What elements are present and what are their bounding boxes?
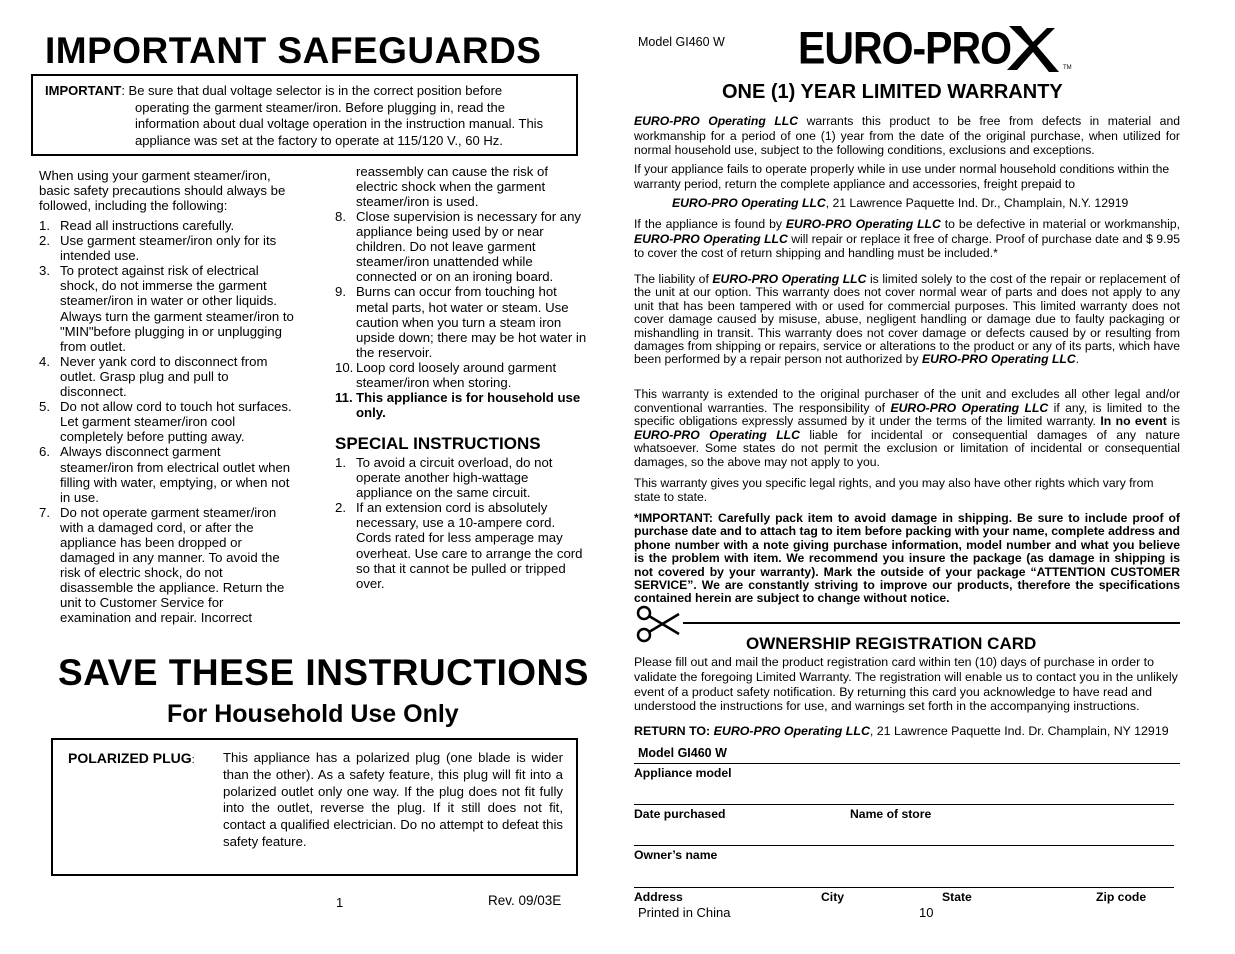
list-item: 7. Do not operate garment steamer/iron with a damaged cord, or after the appliance has been dropped or damaged in any manner. To avoid the risk of electric shock, do not disassemble the appliance. Return the unit to Customer Service for examination and repair. Incorrect — [39, 504, 285, 626]
warranty-p2: If your appliance fails to operate properly while in use under normal household conditions within the warranty period, return the complete appliance and accessories, freight prepaid to — [634, 162, 1170, 191]
page-number-right: 10 — [919, 905, 934, 920]
city-label: City — [821, 890, 845, 904]
warranty-p4: The liability of EURO-PRO Operating LLC is limited solely to the cost of the repair or replacement of the unit at our option. This warranty does not cover normal wear of parts and does not apply to any unit that has been tampered with or used for commercial purposes. This limited warranty does not cover damage caused by misuse, abuse, negligent handling or damage due to faulty packaging or mishandling in transit. This warranty does not cover damage or defects caused by or resulting from damages from shipping or repairs, service or alterations to the product or any of its parts, which have been performed by a repair person not authorized by EURO-PRO Operating LLC. — [634, 272, 1180, 367]
zip-code-label: Zip code — [1096, 890, 1147, 904]
important-box — [31, 74, 578, 156]
page-title: IMPORTANT SAFEGUARDS — [45, 30, 542, 71]
safeguard-list-col1 — [39, 218, 295, 626]
model-top: Model GI460 W — [638, 35, 725, 49]
appliance-model-label: Appliance model — [634, 766, 732, 780]
scissors-icon — [635, 604, 687, 644]
state-label: State — [942, 890, 972, 904]
list-item: 8. Close supervision is necessary for any appliance being used by or near children. Do not leave garment steamer/iron unattended while connected or on an ironing board. — [335, 209, 582, 285]
list-item: 1. Read all instructions carefully. — [39, 218, 235, 233]
registration-title: OWNERSHIP REGISTRATION CARD — [746, 634, 1037, 653]
owner-name-label: Owner’s name — [634, 848, 718, 862]
list-item: 4. Never yank cord to disconnect from outlet. Grasp plug and pull to disconnect. — [39, 353, 268, 400]
safeguard-list-col2 — [335, 209, 587, 420]
list-item: 2. If an extension cord is absolutely necessary, use a 10-ampere cord. Cords rated for less amperage may overheat. Use care to arrange the cord so that it cannot be pulled or tripped over. — [335, 500, 583, 591]
polarized-label: POLARIZED PLUG — [68, 750, 192, 766]
polarized-colon: : — [191, 754, 195, 766]
list-item: 2. Use garment steamer/iron only for its intended use. — [39, 233, 277, 264]
item7-continued: reassembly can cause the risk of electric shock when the garment steamer/iron is used. — [356, 164, 549, 210]
important-text-cont: operating the garment steamer/iron. Before plugging in, read the information about dual voltage operation in the instruction manual. This appliance was set at the factory to operate at 115/120 V., 60 Hz. — [135, 99, 544, 148]
list-item: 1. To avoid a circuit overload, do not operate another high-wattage appliance on the same circuit. — [335, 455, 553, 501]
return-to: RETURN TO: EURO-PRO Operating LLC, 21 Lawrence Paquette Ind. Dr. Champlain, NY 12919 — [634, 724, 1169, 738]
list-item: 11. This appliance is for household use only. — [335, 390, 581, 421]
logo-text: EURO-PRO — [798, 23, 1011, 74]
list-item: 5. Do not allow cord to touch hot surfaces. Let garment steamer/iron cool completely before putting away. — [39, 399, 292, 445]
owner-name-line — [634, 845, 1174, 846]
warranty-important: *IMPORTANT: Carefully pack item to avoid damage in shipping. Be sure to include proof of purchase date and to attach tag to item before packing with your name, complete address and phone number with a note giving purchase information, model number and what you believe is the problem with item. We recommend you insure the package (as damage in shipping is not covered by your warranty). Mark the outside of your package “ATTENTION CUSTOMER SERVICE”. We are constantly striving to improve our products, therefore the specifications contained herein are subject to change without notice. — [634, 511, 1180, 606]
cut-line — [683, 622, 1180, 624]
important-label: IMPORTANT — [45, 83, 122, 98]
appliance-model-line — [634, 763, 1180, 764]
save-instructions-title: SAVE THESE INSTRUCTIONS — [58, 652, 589, 693]
list-item: 3. To protect against risk of electrical shock, do not immerse the garment steamer/iron in water or other liquids. Always turn the garment steamer/iron to "MIN"before plugging in or unplugging from outlet. — [39, 263, 294, 354]
intro-text: When using your garment steamer/iron, basic safety precautions should always be followed, including the following: — [39, 168, 286, 214]
warranty-p1: EURO-PRO Operating LLC warrants this product to be free from defects in material and workmanship for a period of one (1) year from the date of the original purchase, when utilized for normal household use, subject to the following conditions, exclusions and exceptions. — [634, 114, 1180, 158]
household-subtitle: For Household Use Only — [167, 700, 459, 728]
store-name-label: Name of store — [850, 807, 932, 821]
logo-x-icon — [1003, 20, 1063, 76]
warranty-p3: If the appliance is found by EURO-PRO Operating LLC to be defective in material or workmanship, EURO-PRO Operating LLC will repair or replace it free of charge. Proof of purchase date and $ 9.95 to cover the cost of return shipping and handling must be included.* — [634, 217, 1181, 261]
warranty-p6: This warranty gives you specific legal rights, and you may also have other rights which vary from state to state. — [634, 476, 1154, 504]
warranty-p5: This warranty is extended to the original purchaser of the unit and excludes all other legal and/or conventional warranties. The responsibility of EURO-PRO Operating LLC if any, is limited to the specific obligations expressly assumed by it under the terms of the limited warranty. In no event is EURO-PRO Operating LLC liable for incidental or consequential damages of any nature whatsoever. Some states do not permit the exclusion or limitation of incidental or consequential damages, so the above may not apply to you. — [634, 387, 1181, 469]
special-instructions-list — [335, 455, 585, 591]
warranty-title: ONE (1) YEAR LIMITED WARRANTY — [722, 81, 1063, 103]
list-item: 6. Always disconnect garment steamer/iron from electrical outlet when filling with water, emptying, or when not in use. — [39, 444, 291, 505]
list-item: 10. Loop cord loosely around garment steamer/iron when storing. — [335, 359, 557, 391]
euro-pro-logo — [798, 20, 1088, 76]
important-text: : Be sure that dual voltage selector is in the correct position before — [121, 83, 503, 98]
warranty-address: EURO-PRO Operating LLC, 21 Lawrence Paquette Ind. Dr., Champlain, N.Y. 12919 — [672, 196, 1129, 210]
date-store-line — [634, 804, 1174, 805]
special-instructions-title: SPECIAL INSTRUCTIONS — [335, 434, 541, 453]
date-purchased-label: Date purchased — [634, 807, 726, 821]
revision: Rev. 09/03E — [488, 893, 562, 908]
logo-tm: TM — [1063, 65, 1072, 71]
model-field-value: Model GI460 W — [638, 746, 727, 760]
address-label: Address — [634, 890, 683, 904]
printed-in-china: Printed in China — [638, 905, 731, 920]
address-line — [634, 887, 1174, 888]
list-item: 9. Burns can occur from touching hot metal parts, hot water or steam. Use caution when you turn a steam iron upside down; there may be hot water in the reservoir. — [335, 284, 587, 360]
polarized-text: This appliance has a polarized plug (one blade is wider than the other). As a safety feature, this plug will fit into a polarized outlet only one way. If the plug does not fit fully into the outlet, reverse the plug. If it still does not fit, contact a qualified electrician. Do no attempt to defeat this safety feature. — [223, 750, 563, 849]
page-number-left: 1 — [336, 895, 344, 910]
registration-text: Please fill out and mail the product registration card within ten (10) days of purchase in order to validate the foregoing Limited Warranty. The registration will enable us to contact you in the unlikely event of a product safety notification. By returning this card you acknowledge to have read and understood the instructions for use, and warnings set forth in the accompanying instructions. — [634, 655, 1178, 714]
polarized-plug-box — [51, 738, 578, 876]
